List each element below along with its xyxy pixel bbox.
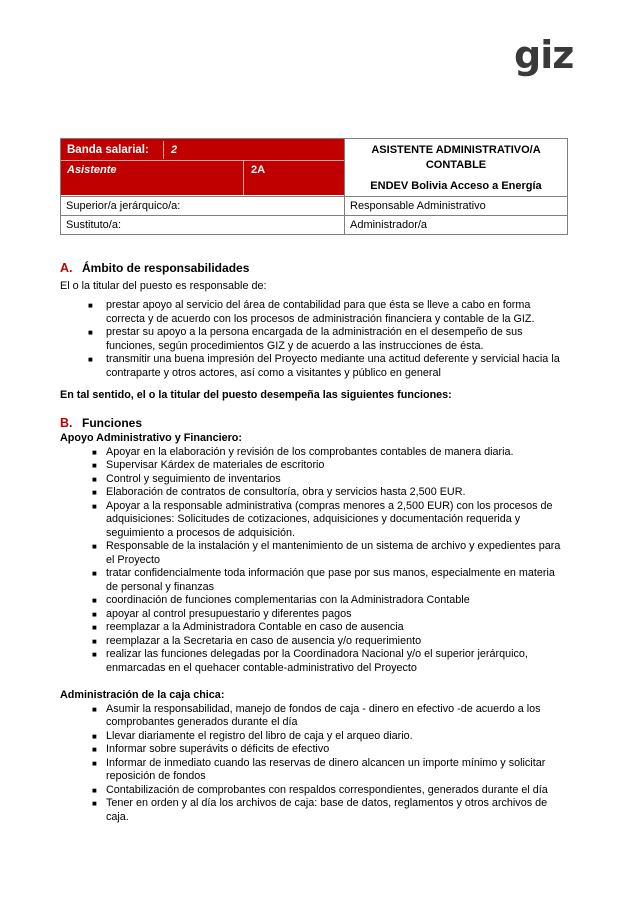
list-item: ■ Supervisar Kárdex de materiales de escritorio [92,459,325,471]
responsibilities-list [60,299,565,380]
section-b-heading: B. Funciones [60,415,143,430]
list-item: ■ Apoyar a la responsable administrativa (compras menores a 2,500 EUR) con los procesos de adquisiciones: Solicitudes de cotizaciones, adquisiciones y documentación requerida y seguimiento a procesos de adquisición. [92,499,553,539]
list-item: ■ Asumir la responsabilidad, manejo de fondos de caja - dinero en efectivo -de acuerdo a los comprobantes generados durante el día [92,702,541,728]
substitute-value: Administrador/a [345,216,568,235]
salary-band-cell [61,139,345,197]
section-a-heading: A. Ámbito de responsabilidades [60,261,250,275]
functions-list-1 [60,446,565,676]
superior-value: Responsable Administrativo [345,197,568,216]
functions-list-2 [60,703,565,825]
band-label: Banda salarial: [67,144,149,156]
group1-title: Apoyo Administrativo y Financiero: [60,432,242,444]
project-name: ENDEV Bolivia Acceso a Energía [370,180,542,192]
job-title: ASISTENTE ADMINISTRATIVO/A CONTABLE [371,144,541,171]
list-item: ■ tratar confidencialmente toda información que pase por sus manos, especialmente en materia de personal y finanzas [92,567,555,593]
header-table [60,138,568,235]
list-item: ■ transmitir una buena impresión del Proyecto mediante una actitud deferente y servicial hacia la contraparte y otros actores, así como a visitantes y público en general [88,353,560,379]
list-item: ■ prestar apoyo al servicio del área de contabilidad para que ésta se lleve a cabo en forma correcta y de acuerdo con los procesos de administración financiera y contable de la GIZ. [88,299,535,325]
list-item: ■ Responsable de la instalación y el mantenimiento de un sistema de archivo y expedientes para el Proyecto [92,540,561,566]
section-a-intro: El o la titular del puesto es responsable de: [60,279,267,292]
list-item: ■ reemplazar a la Secretaria en caso de ausencia y/o requerimiento [92,634,422,647]
superior-label: Superior/a jerárquico/a: [61,197,345,216]
list-item: ■ Tener en orden y al día los archivos de caja: base de datos, reglamentos y otros archivos de caja. [92,797,548,823]
list-item: ■ Informar de inmediato cuando las reservas de dinero alcancen un importe mínimo y solicitar reposición de fondos [92,756,546,782]
role-value: 2A [251,164,266,176]
list-item: ■ reemplazar a la Administradora Contable en caso de ausencia [92,621,404,633]
document-body [60,262,565,824]
list-item: ■ prestar su apoyo a la persona encargada de la administración en el desempeño de sus funciones, según procedimientos GIZ y de acuerdo a las instrucciones de ésta. [88,326,523,352]
giz-logo: giz [514,33,574,77]
list-item: ■ Llevar diariamente el registro del libro de caja y el arqueo diario. [92,729,413,742]
list-item: ■ Apoyar en la elaboración y revisión de los comprobantes contables de manera diaria. [92,445,514,458]
list-item: ■ Control y seguimiento de inventarios [92,472,281,485]
list-item: ■ realizar las funciones delegadas por la Coordinadora Nacional y/o el superior jerárquico, enmarcadas en el quehacer contable-administrativo del Proyecto [92,648,528,674]
list-item: ■ coordinación de funciones complementarias con la Administradora Contable [92,594,470,606]
list-item: ■ Contabilización de comprobantes con respaldos correspondientes, generados durante el día [92,783,548,796]
section-a-closing: En tal sentido, el o la titular del puesto desempeña las siguientes funciones: [60,389,452,401]
list-item: ■ apoyar al control presupuestario y diferentes pagos [92,607,352,620]
substitute-label: Sustituto/a: [61,216,345,235]
band-value: 2 [171,144,178,156]
list-item: ■ Elaboración de contratos de consultoría, obra y servicios hasta 2,500 EUR. [92,486,466,498]
group2-title: Administración de la caja chica: [60,689,225,701]
role-label: Asistente [67,164,117,176]
job-title-cell [345,139,568,197]
list-item: ■ Informar sobre superávits o déficits de efectivo [92,743,330,755]
